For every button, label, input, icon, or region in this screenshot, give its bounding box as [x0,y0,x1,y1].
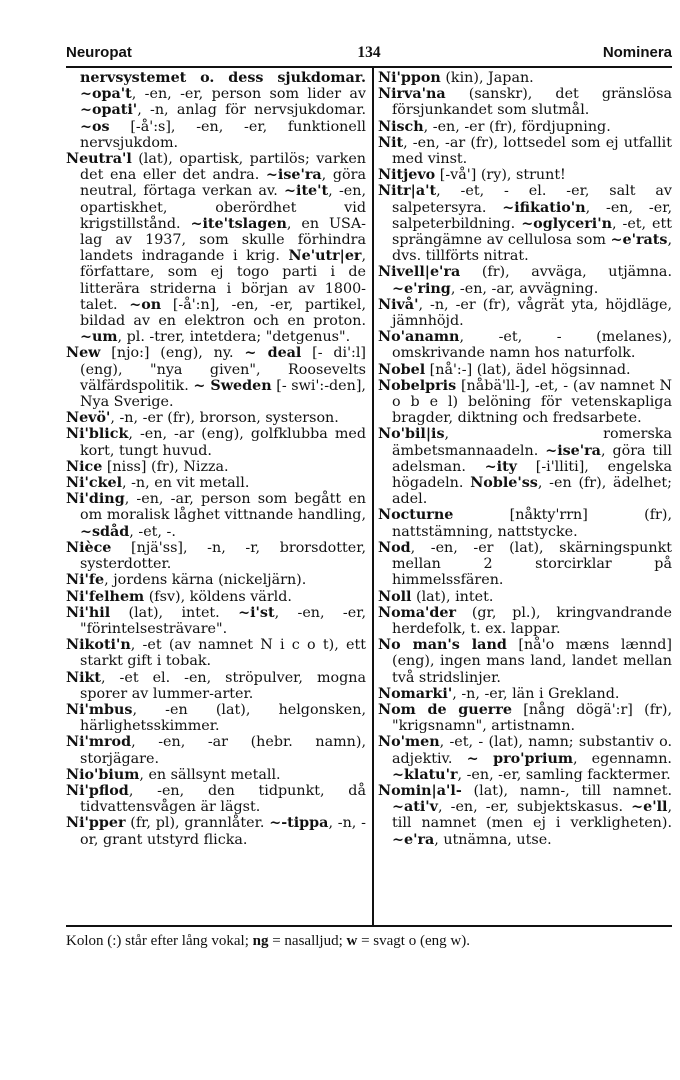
entry-subword: ~oglyceri'n [521,215,612,232]
dictionary-entry [66,70,366,151]
entry-definition: , -et, - (lat), namn; substantiv o. adjektiv. [392,734,672,767]
entry-headword: Noll [378,588,412,605]
entry-subword: ~opa't [80,86,132,103]
entry-subword: ~ Sweden [193,377,272,394]
entry-definition: (fr), avväga, utjämna. [460,264,672,281]
entry-subword: Noble'ss [470,475,538,492]
entry-headword: Nod [378,539,411,556]
entry-definition: [- di':l] (eng), "nya given", Roosevelts välfärdspolitik. [80,345,366,394]
entry-definition: , -n, -er, län i Grekland. [452,685,620,702]
entry-headword: Nitjevo [378,167,436,184]
entry-definition: , -en, -er (lat), skärningspunkt mellan 2 storcirklar på himmelssfären. [392,539,672,589]
entry-headword: Ni'pper [66,815,126,832]
entry-headword: Nisch [378,118,424,135]
entry-definition: , -en, -er, "förintelsesträvare". [80,604,367,637]
entry-definition: , -en, -er (fr), fördjupning. [423,118,611,135]
page-number: 134 [357,44,381,61]
entry-subword: ~ifikatio'n [502,199,586,216]
dictionary-entry [66,345,366,410]
dictionary-entry [66,475,366,491]
entry-subword: ~ite't [284,183,329,200]
entry-headword: Nobel [378,361,426,378]
entry-definition: (sanskr), det gränslösa försjunkandet som slutmål. [392,86,672,119]
entry-definition: , -n, en vit metall. [122,475,250,492]
entry-definition: , författare, som ej togo parti i de litterära striderna i början av 1800-talet. [80,248,366,313]
entry-headword: New [66,345,101,362]
entry-headword: Neutra'l [66,151,132,168]
entry-definition: , jordens kärna (nickeljärn). [104,572,307,589]
entry-subword: ~ise'ra [265,167,322,184]
entry-headword: nervsystemet o. dess sjukdomar. [80,70,366,86]
dictionary-entry [378,167,672,183]
entry-subword: ~e'rats [610,232,668,249]
entry-definition: , -et, - (melanes), omskrivande namn hos naturfolk. [392,329,672,362]
entry-definition: (fsv), köldens värld. [144,588,292,605]
column-divider [372,68,374,925]
dictionary-entry [378,426,672,507]
dictionary-entry [378,540,672,589]
entry-subword: ~e'ra [392,831,435,848]
dictionary-entry [378,605,672,637]
entry-definition: [-i'lliti], engelska högadeln. [392,458,672,492]
entry-definition: , -en, -er, salpeterbildning. [392,199,672,232]
entry-subword: ~ity [484,458,517,475]
dictionary-entry [66,572,366,588]
entry-definition: (lat), intet. [411,588,494,605]
entry-headword: Ni'mbus [66,701,133,718]
entry-definition: , en USA-lag av 1937, som skulle förhindra landets indragande i krig. [80,215,366,265]
dictionary-entry [66,589,366,605]
entry-definition: , romerska ämbetsmannaadeln. [392,426,672,459]
entry-headword: Nikt [66,669,102,686]
dictionary-entry [66,670,366,702]
entry-definition: , utnämna, utse. [434,831,552,848]
entry-subword: ~-tippa [269,815,329,832]
entry-headword: Ni'pflod [66,782,129,799]
entry-headword: Ni'hil [66,604,111,621]
entry-definition: , -en, -ar, avvägning. [450,280,599,297]
entry-headword: No'men [378,734,440,751]
entry-subword: ~ pro'prium [466,750,574,767]
entry-definition: , dvs. tillförts nitrat. [392,232,672,265]
entry-headword: Nom de guerre [378,701,512,718]
dictionary-entry [378,783,672,848]
entry-subword: Ne'utr|er [288,248,362,265]
entry-headword: Nomin|a'l- [378,782,462,799]
entry-definition: , -en, -ar (hebr. namn), storjägare. [80,734,366,767]
dictionary-entry [378,70,672,86]
left-column [66,70,366,848]
dictionary-entry [378,734,672,783]
entry-definition: [nå':-] (lat), ädel högsinnad. [425,361,631,378]
dictionary-entry [378,507,672,539]
entry-definition: [-å':s], -en, -er, funktionell nervsjukdom. [80,118,366,151]
entry-definition: (lat), namn-, till namnet. [461,782,672,799]
entry-subword: ~on [129,296,162,313]
entry-headword: Ni'mrod [66,734,132,751]
entry-definition: , -en, -er, samling facktermer. [457,766,671,783]
entry-definition: , -et (av namnet N i c o t), ett starkt gift i tobak. [80,637,366,670]
dictionary-entry [66,637,366,669]
dictionary-entry [378,183,672,264]
entry-definition: , -en, opartiskhet, oberördhet vid krigstillstånd. [80,183,366,232]
entry-definition: , en sällsynt metall. [139,766,281,783]
entry-definition: , -en, -er, subjektskasus. [437,799,632,816]
dictionary-entry [66,491,366,540]
entry-definition: , -en, -ar (fr), lottsedel som ej utfallit med vinst. [392,134,672,168]
entry-headword: Nitr|a't [378,183,437,200]
entry-definition: , -en, -ar, person som begått en om moralisk låghet vittnande handling, [80,491,366,524]
entry-definition: (gr, pl.), kringvandrande herdefolk, t. ex. lappar. [392,604,672,637]
entry-definition: (lat), intet. [110,604,239,621]
entry-definition: [njä'ss], -n, -r, brorsdotter, systerdotter. [80,539,366,573]
dictionary-entry [378,589,672,605]
page-header [66,44,672,66]
dictionary-entry [378,86,672,118]
dictionary-entry [378,329,672,361]
dictionary-entry [66,426,366,458]
entry-headword: Ni'ding [66,491,125,508]
entry-definition: [-å':n], -en, -er, partikel, bildad av en elektron och en proton. [80,296,366,330]
entry-definition: , -en (lat), helgonsken, härlighetsskimmer. [80,701,366,735]
entry-headword: Nevö' [66,410,111,427]
entry-headword: Nocturne [378,507,454,524]
entry-definition: [njo:] (eng), ny. [100,345,245,362]
entry-definition: , -et el. -en, ströpulver, mogna sporer av lummer-arter. [80,669,366,702]
entry-definition: , -en, -ar (eng), golfklubba med kort, tungt huvud. [80,426,366,459]
entry-headword: No man's land [378,637,507,654]
dictionary-entry [66,734,366,766]
entry-definition: , -et, -. [129,523,176,540]
entry-headword: Nice [66,458,103,475]
entry-definition: [nå'o mæns lænnd] (eng), ingen mans land, landet mellan två stridslinjer. [392,637,672,686]
running-head-right: Nominera [602,44,672,61]
entry-headword: Ni'blick [66,426,129,443]
dictionary-entry [378,378,672,427]
dictionary-entry [378,362,672,378]
header-rule [66,66,672,68]
footer-text-2: = nasalljud; [268,933,347,949]
entry-definition: , -en (fr), ädelhet; adel. [392,475,672,508]
entry-definition: , -en, den tidpunkt, då tidvattensvågen är lägst. [80,782,366,816]
right-column [378,70,672,848]
entry-headword: No'anamn [378,329,460,346]
entry-definition: (fr, pl), grannlåter. [125,815,270,832]
dictionary-entry [66,767,366,783]
entry-subword: ~os [80,118,110,135]
entry-definition: , egennamn. [573,750,672,767]
dictionary-entry [66,410,366,426]
dictionary-entry [378,135,672,167]
dictionary-entry [66,815,366,847]
entry-headword: Ni'fe [66,572,105,589]
entry-definition: [niss] (fr), Nizza. [102,458,229,475]
entry-subword: ~i'st [238,604,275,621]
entry-definition: , -n, -or, grant utstyrd flicka. [80,815,366,848]
dictionary-entry [378,702,672,734]
running-head-left: Neuropat [66,44,132,61]
footer-text-3: = svagt o (eng w). [357,933,470,949]
entry-subword: ~ati'v [392,799,438,816]
dictionary-entry [66,540,366,572]
dictionary-entry [66,151,366,345]
entry-definition: (lat), opartisk, partilös; varken det ena eller det andra. [80,151,366,184]
dictionary-entry [378,119,672,135]
entry-headword: Nobelpris [378,377,457,394]
dictionary-entry [66,459,366,475]
entry-subword: ~um [80,329,118,346]
entry-subword: ~ise'ra [545,442,601,459]
entry-headword: Nomarki' [378,685,453,702]
entry-subword: ~ deal [244,345,302,362]
entry-headword: Ni'ckel [66,475,123,492]
entry-headword: Ni'ppon [378,70,441,86]
entry-headword: Nio'bium [66,766,140,783]
entry-definition: , pl. -trer, intetdera; "detgenus". [117,329,351,346]
dictionary-entry [66,783,366,815]
entry-headword: Nivå' [378,296,419,313]
entry-definition: [- swi':-den], Nya Sverige. [80,377,366,411]
entry-definition: , -et, ett sprängämne av cellulosa som [392,215,672,249]
dictionary-entry [66,605,366,637]
entry-headword: Nit [378,134,404,151]
footer-text-1: Kolon (:) står efter lång vokal; [66,933,253,949]
entry-subword: ~ite'tslagen [190,215,287,232]
entry-definition: [nång dögä':r] (fr), "krigsnamn", artistnamn. [392,701,672,735]
entry-headword: Nikoti'n [66,637,131,654]
entry-definition: [-vå'] (ry), strunt! [435,167,566,184]
entry-definition: , -en, -er, person som lider av [131,86,366,103]
dictionary-entry [378,264,672,296]
entry-definition: , göra neutral, förtaga verkan av. [80,167,366,200]
entry-definition: , -n, -er (fr), vågrät yta, höjdläge, jämnhöjd. [392,296,672,330]
footer-ng: ng [252,933,269,949]
entry-headword: Nirva'na [378,86,446,103]
entry-subword: ~sdåd [80,523,130,540]
dictionary-entry [378,637,672,686]
pronunciation-key [66,933,672,950]
footer-w: w [346,933,358,949]
entry-headword: Nivell|e'ra [378,264,461,281]
entry-definition: (kin), Japan. [440,70,534,86]
entry-definition: , -n, -er (fr), brorson, systerson. [110,410,339,427]
entry-definition: , göra till adelsman. [392,442,672,475]
footer-rule [66,925,672,927]
entry-definition: [nåkty'rrn] (fr), nattstämning, nattstycke. [392,507,672,540]
entry-subword: ~e'll [631,799,668,816]
entry-definition: , -et, - el. -er, salt av salpetersyra. [392,183,672,216]
entry-headword: No'bil|is [378,426,445,443]
dictionary-entry [378,686,672,702]
entry-headword: Noma'der [378,604,456,621]
entry-subword: ~opati' [80,102,138,119]
entry-subword: ~e'ring [392,280,451,297]
entry-definition: [nåbä'll-], -et, - (av namnet N o b e l) belöning för vetenskapliga bragder, diktning och fredsarbete. [392,377,672,427]
entry-definition: , till namnet (men ej i verkligheten). [392,799,672,832]
entry-headword: Ni'felhem [66,588,145,605]
entry-subword: ~klatu'r [392,766,458,783]
entry-headword: Nièce [66,539,112,556]
dictionary-entry [66,702,366,734]
dictionary-entry [378,297,672,329]
entry-definition: , -n, anlag för nervsjukdomar. [137,102,366,119]
